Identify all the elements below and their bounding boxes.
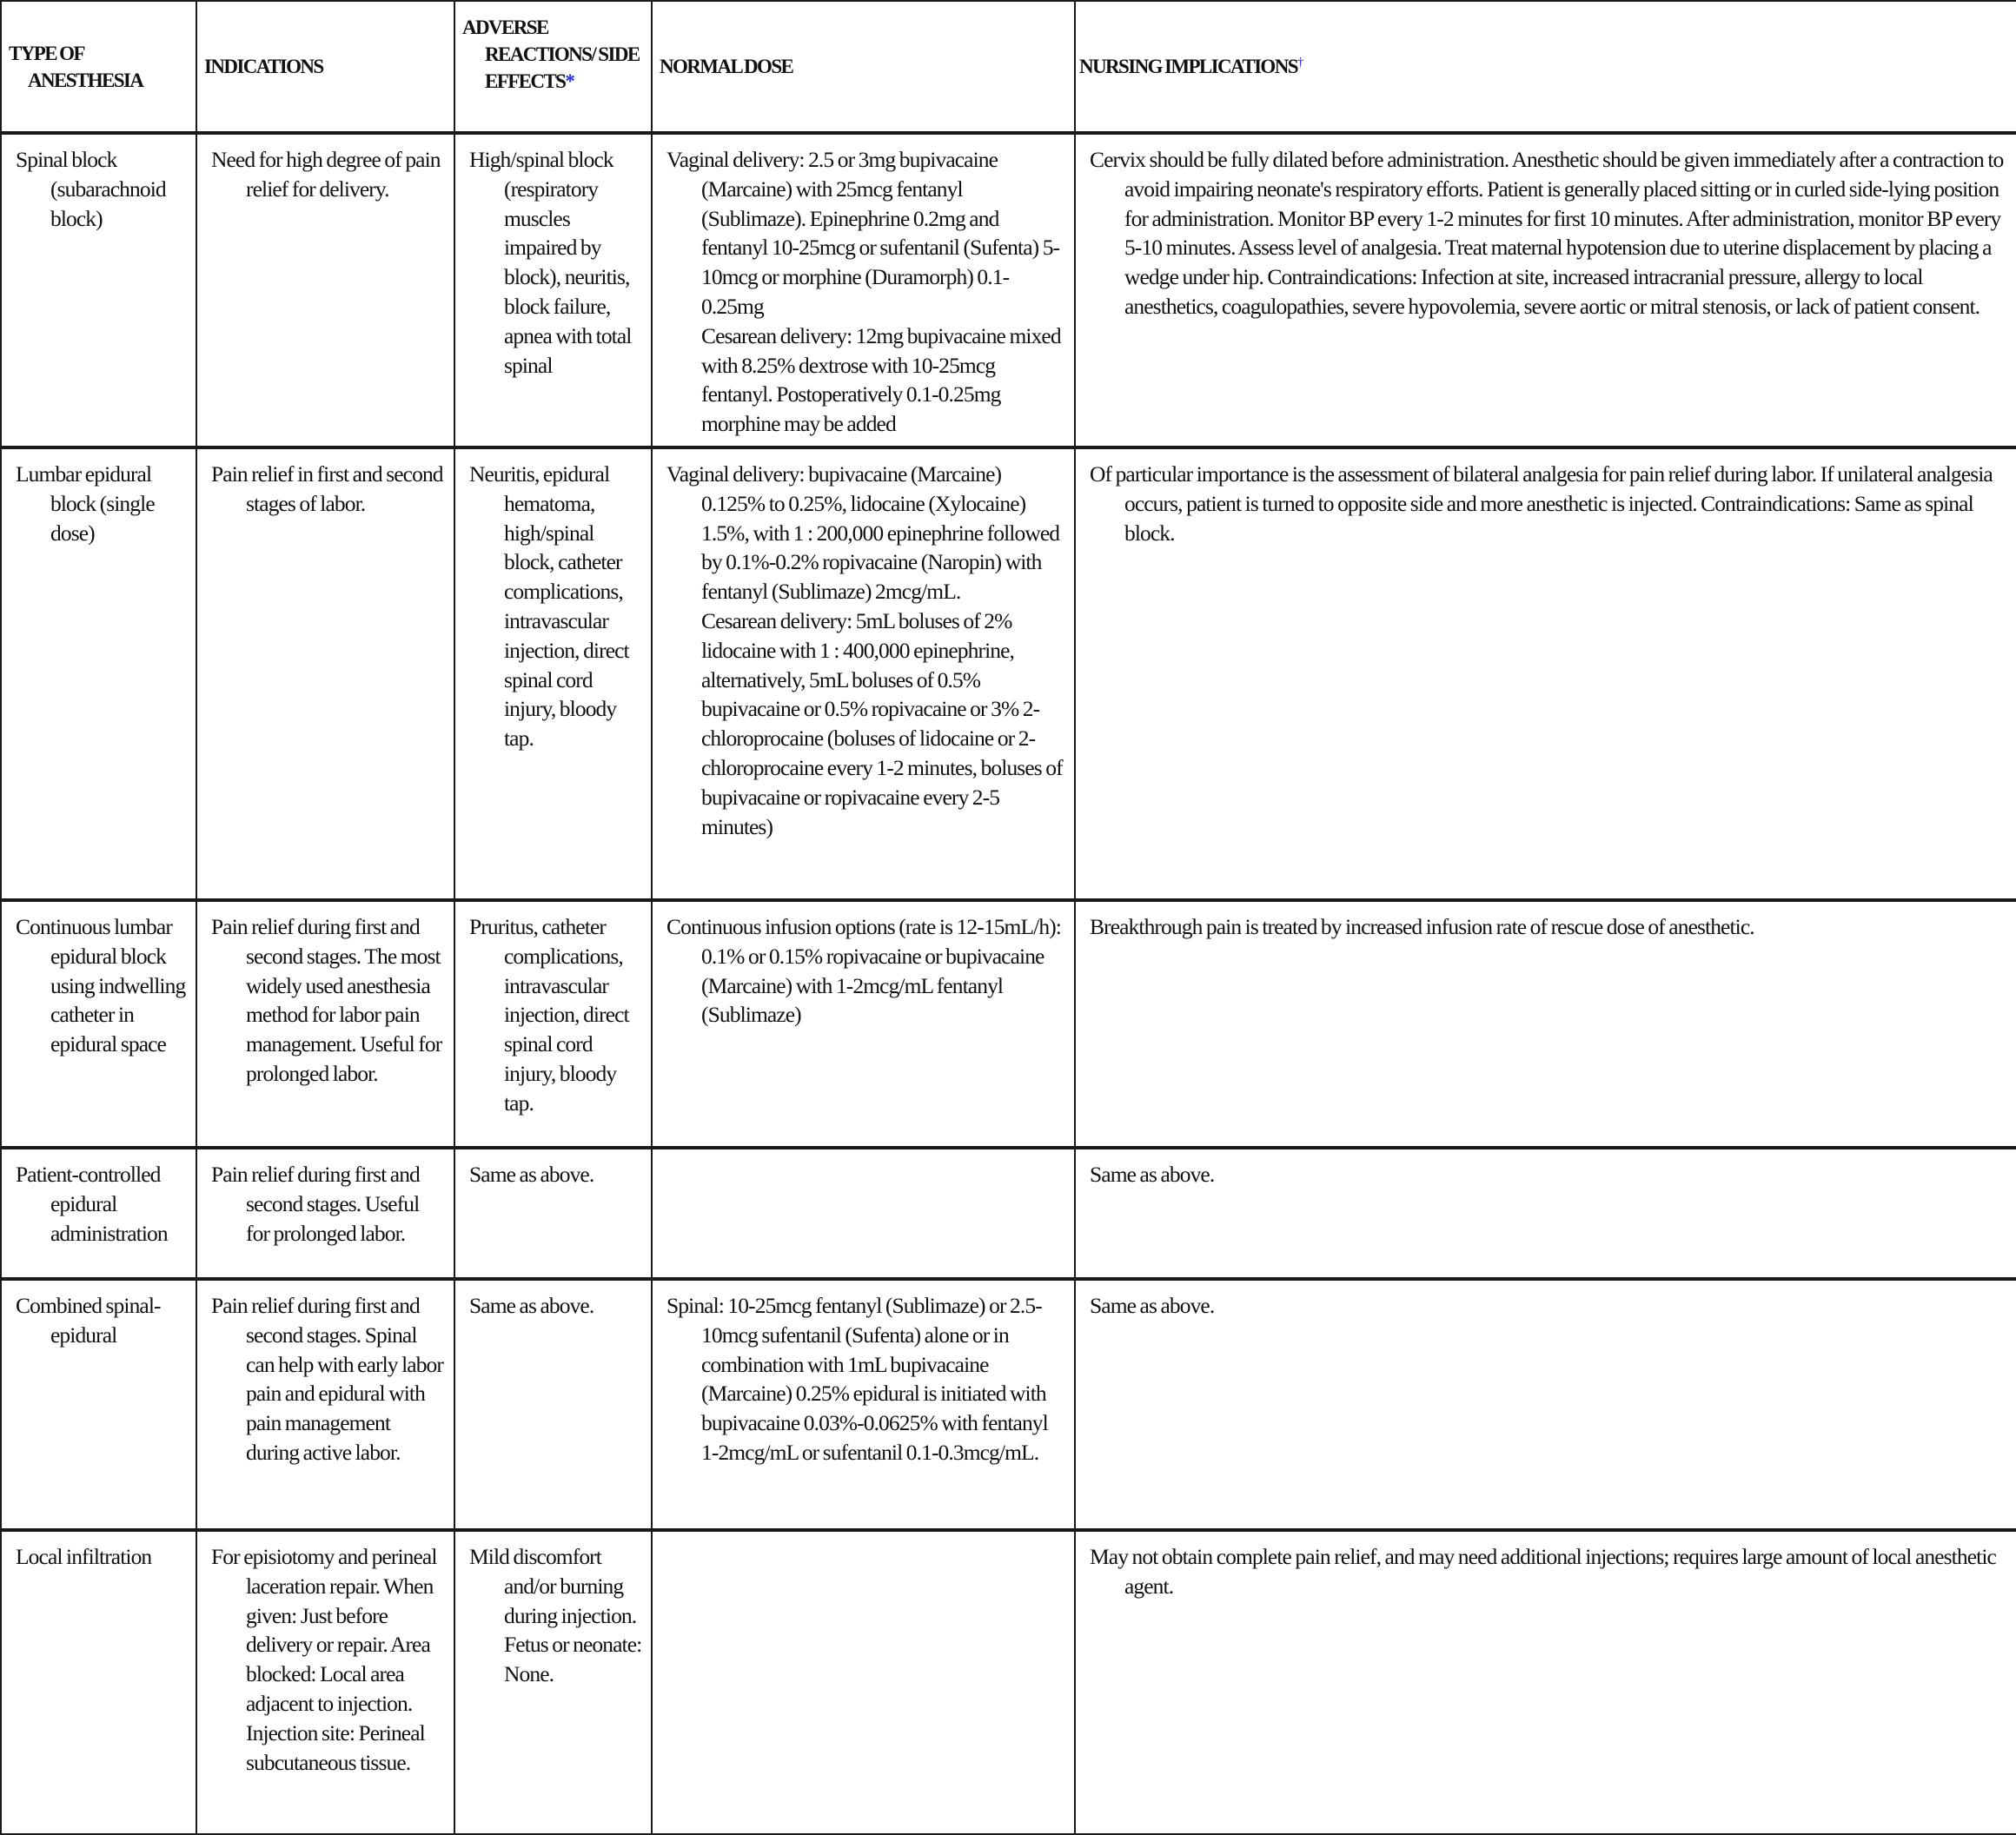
footnote-dagger-link[interactable]: † xyxy=(1296,56,1303,70)
cell-nursing: Cervix should be fully dilated before administration. Anesthetic should be given immediately after a contraction to avoid impairing neonate's respiratory efforts. Patient is generally placed sitting or in curled side-lying position for administration. Monitor BP every 1-2 minutes for first 10 minutes. After administration, monitor BP every 5-10 minutes. Assess level of analgesia. Treat maternal hypotension due to uterine displacement by placing a wedge under hip. Contraindications: Infection at site, increased intracranial pressure, allergy to local anesthetics, coagulopathies, severe hypovolemia, severe aortic or mitral stenosis, or lack of patient consent. xyxy=(1075,133,2016,447)
cell-type: Local infiltration xyxy=(1,1530,196,1834)
cell-type: Lumbar epidural block (single dose) xyxy=(1,447,196,900)
cell-indications: For episiotomy and perineal laceration repair. When given: Just before delivery or repair. Area blocked: Local area adjacent to injection. Injection site: Perineal subcutaneous tissue. xyxy=(196,1530,454,1834)
cell-indications: Pain relief during first and second stages. Useful for prolonged labor. xyxy=(196,1148,454,1279)
cell-adverse: Same as above. xyxy=(454,1279,652,1530)
cell-dose xyxy=(652,1148,1075,1279)
header-indications: INDICATIONS xyxy=(196,1,454,133)
cell-adverse: Neuritis, epidural hematoma, high/spinal block, catheter complications, intravascular injection, direct spinal cord injury, bloody tap. xyxy=(454,447,652,900)
cell-adverse: Same as above. xyxy=(454,1148,652,1279)
header-row xyxy=(1,1,2016,133)
cell-dose: Spinal: 10-25mcg fentanyl (Sublimaze) or 2.5-10mcg sufentanil (Sufenta) alone or in combination with 1mL bupivacaine (Marcaine) 0.25% epidural is initiated with bupivacaine 0.03%-0.0625% with fentanyl 1-2mcg/mL or sufentanil 0.1-0.3mcg/mL. xyxy=(652,1279,1075,1530)
header-type: TYPE OF ANESTHESIA xyxy=(1,1,196,133)
cell-nursing: Same as above. xyxy=(1075,1148,2016,1279)
cell-dose: Vaginal delivery: 2.5 or 3mg bupivacaine (Marcaine) with 25mcg fentanyl (Sublimaze). Epinephrine 0.2mg and fentanyl 10-25mcg or sufentanil (Sufenta) 5-10mcg or morphine (Duramorph) 0.1-0.25mg Cesarean delivery: 12mg bupivacaine mixed with 8.25% dextrose with 10-25mcg fentanyl. Postoperatively 0.1-0.25mg morphine may be added xyxy=(652,133,1075,447)
cell-type: Patient-controlled epidural administration xyxy=(1,1148,196,1279)
cell-nursing: Same as above. xyxy=(1075,1279,2016,1530)
cell-type: Continuous lumbar epidural block using indwelling catheter in epidural space xyxy=(1,900,196,1148)
cell-nursing: May not obtain complete pain relief, and may need additional injections; requires large amount of local anesthetic agent. xyxy=(1075,1530,2016,1834)
cell-dose xyxy=(652,1530,1075,1834)
header-adverse: ADVERSE REACTIONS/ SIDE EFFECTS* xyxy=(454,1,652,133)
cell-type: Combined spinal-epidural xyxy=(1,1279,196,1530)
header-dose: NORMAL DOSE xyxy=(652,1,1075,133)
table-row xyxy=(1,900,2016,1148)
cell-indications: Pain relief in first and second stages of labor. xyxy=(196,447,454,900)
cell-adverse: Pruritus, catheter complications, intravascular injection, direct spinal cord injury, bloody tap. xyxy=(454,900,652,1148)
cell-adverse: High/spinal block (respiratory muscles impaired by block), neuritis, block failure, apnea with total spinal xyxy=(454,133,652,447)
cell-indications: Pain relief during first and second stages. Spinal can help with early labor pain and epidural with pain management during active labor. xyxy=(196,1279,454,1530)
cell-indications: Need for high degree of pain relief for delivery. xyxy=(196,133,454,447)
header-nursing: NURSING IMPLICATIONS† xyxy=(1075,1,2016,133)
cell-dose: Continuous infusion options (rate is 12-15mL/h): 0.1% or 0.15% ropivacaine or bupivacaine (Marcaine) with 1-2mcg/mL fentanyl (Sublimaze) xyxy=(652,900,1075,1148)
table-row xyxy=(1,133,2016,447)
table-row xyxy=(1,1148,2016,1279)
cell-dose: Vaginal delivery: bupivacaine (Marcaine) 0.125% to 0.25%, lidocaine (Xylocaine) 1.5%, with 1 : 200,000 epinephrine followed by 0.1%-0.2% ropivacaine (Naropin) with fentanyl (Sublimaze) 2mcg/mL. Cesarean delivery: 5mL boluses of 2% lidocaine with 1 : 400,000 epinephrine, alternatively, 5mL boluses of 0.5% bupivacaine or 0.5% ropivacaine or 3% 2-chloroprocaine (boluses of lidocaine or 2-chloroprocaine every 1-2 minutes, boluses of bupivacaine or ropivacaine every 2-5 minutes) xyxy=(652,447,1075,900)
cell-nursing: Breakthrough pain is treated by increased infusion rate of rescue dose of anesthetic. xyxy=(1075,900,2016,1148)
footnote-asterisk-link[interactable]: * xyxy=(565,70,574,92)
table-row xyxy=(1,1530,2016,1834)
cell-nursing: Of particular importance is the assessment of bilateral analgesia for pain relief during labor. If unilateral analgesia occurs, patient is turned to opposite side and more anesthetic is injected. Contraindications: Same as spinal block. xyxy=(1075,447,2016,900)
cell-adverse: Mild discomfort and/or burning during injection. Fetus or neonate: None. xyxy=(454,1530,652,1834)
cell-indications: Pain relief during first and second stages. The most widely used anesthesia method for labor pain management. Useful for prolonged labor. xyxy=(196,900,454,1148)
table-row xyxy=(1,1279,2016,1530)
cell-type: Spinal block (subarachnoid block) xyxy=(1,133,196,447)
table-row xyxy=(1,447,2016,900)
